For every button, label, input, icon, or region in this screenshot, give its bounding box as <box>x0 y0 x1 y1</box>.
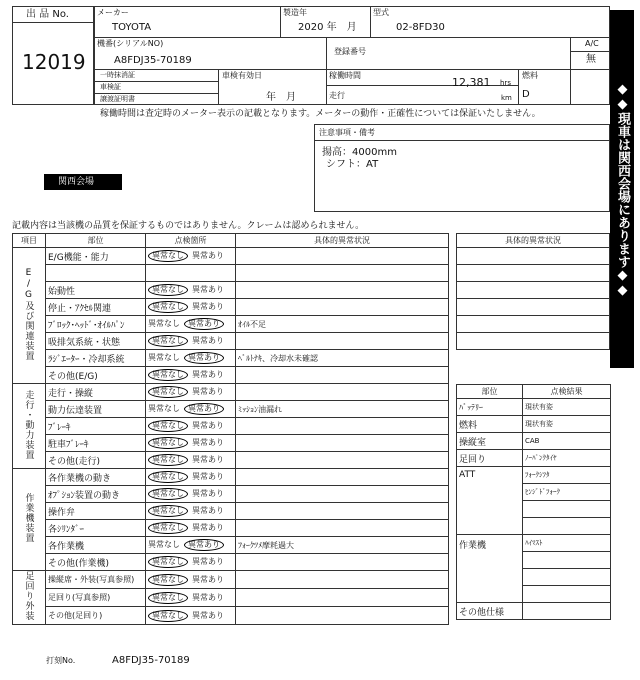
result-result-header: 点検結果 <box>523 385 611 399</box>
row-check <box>146 452 236 469</box>
row-detail <box>236 520 449 537</box>
row-detail <box>236 486 449 503</box>
right-detail-row <box>457 282 610 299</box>
work-label: 作業機 <box>457 535 523 603</box>
ok-option: 異常なし <box>148 319 180 328</box>
hours-notice: 稼働時間は査定時のメーター表示の記載となります。メーターの動作・正確性については保証いたしません。 <box>100 109 541 119</box>
row-part: 操縦席・外装(写真参照) <box>46 571 146 589</box>
model-label: 型式 <box>373 8 389 17</box>
row-check <box>146 282 236 299</box>
row-detail: ﾍﾞﾙﾄﾅｷ、冷却水未確認 <box>236 350 449 367</box>
group-label-text: 作業機装置 <box>23 493 34 543</box>
cert2-label: 車検証 <box>100 83 121 91</box>
maker-label: メーカー <box>97 8 129 17</box>
row-part: 始動性 <box>46 282 146 299</box>
fuel-value: D <box>522 89 530 100</box>
work-value: ﾊｲﾏｽﾄ <box>523 535 611 552</box>
ok-option: 異常なし <box>148 353 180 362</box>
att-value-2: ﾋﾝｼﾞﾄﾞﾌｫｰｸ <box>523 484 611 501</box>
right-detail-row <box>457 333 610 350</box>
row-detail <box>236 384 449 401</box>
result-part-header: 部位 <box>457 385 523 399</box>
lot-label-divider <box>12 22 94 23</box>
ng-option: 異常あり <box>192 592 224 602</box>
row-detail <box>236 418 449 435</box>
row-detail <box>236 367 449 384</box>
other-label: その他仕様 <box>457 603 523 620</box>
att-value-empty <box>523 518 611 535</box>
table-row <box>13 401 449 418</box>
ok-option: 異常なし <box>148 488 188 500</box>
ng-option: 異常あり <box>192 523 224 532</box>
row-check <box>146 435 236 452</box>
ng-option: 異常あり <box>192 489 224 498</box>
ng-option: 異常あり <box>192 302 224 311</box>
table-row <box>13 350 449 367</box>
row-part: 各作業機 <box>46 537 146 554</box>
notes-line1: 揚高：4000mm <box>322 147 397 158</box>
row-part: 足回り(写真参照) <box>46 589 146 607</box>
ng-option: 異常あり <box>184 539 224 551</box>
row-check <box>146 316 236 333</box>
hdr-item: 項目 <box>13 234 46 248</box>
att-label: ATT <box>457 467 523 535</box>
row-detail <box>236 248 449 265</box>
hdr-divider <box>94 37 610 38</box>
battery-value: 現状有姿 <box>523 399 611 416</box>
right-detail-row <box>457 248 610 265</box>
ok-option: 異常なし <box>148 505 188 517</box>
row-detail <box>236 435 449 452</box>
row-part: 吸排気系統・状態 <box>46 333 146 350</box>
table-row <box>13 554 449 571</box>
ok-option: 異常なし <box>148 386 188 398</box>
table-row <box>13 435 449 452</box>
ng-option: 異常あり <box>192 251 224 260</box>
ok-option: 異常なし <box>148 404 180 413</box>
group-label <box>13 469 46 571</box>
ok-option: 異常なし <box>148 369 188 381</box>
fuel-value-r: 現状有姿 <box>523 416 611 433</box>
table-row <box>13 384 449 401</box>
lot-label: 出 品 No. <box>26 9 69 20</box>
row-part: 駐車ﾌﾞﾚｰｷ <box>46 435 146 452</box>
foot-label-r: 足回り <box>457 450 523 467</box>
row-check <box>146 589 236 607</box>
serial-label: 機番(シリアルNO) <box>97 39 164 48</box>
work-value-empty <box>523 586 611 603</box>
ok-option: 異常なし <box>148 540 180 549</box>
group-label-text: 足回り外装 <box>23 571 34 621</box>
row-check <box>146 469 236 486</box>
ok-option: 異常なし <box>148 574 188 586</box>
hdr-divider <box>94 81 218 82</box>
att-value-empty <box>523 501 611 518</box>
row-part: ﾗｼﾞｴｰﾀｰ・冷却系統 <box>46 350 146 367</box>
side-banner-text: ◆◆現車は関西会場にあります◆◆ <box>615 82 630 298</box>
hdr-vdivider <box>280 6 281 37</box>
ok-option: 異常なし <box>148 610 188 622</box>
row-check <box>146 520 236 537</box>
work-value-empty <box>523 569 611 586</box>
hdr-vdivider <box>518 69 519 105</box>
foot-value-r: ﾉｰﾊﾟﾝｸﾀｲﾔ <box>523 450 611 467</box>
stamp-label: 打刻No. <box>46 656 76 665</box>
ok-option: 異常なし <box>148 335 188 347</box>
row-check <box>146 333 236 350</box>
cab-label: 操縦室 <box>457 433 523 450</box>
ng-option: 異常あり <box>192 370 224 379</box>
table-row <box>13 469 449 486</box>
row-part: その他(作業機) <box>46 554 146 571</box>
result-table <box>456 384 611 620</box>
ok-option: 異常なし <box>148 437 188 449</box>
table-row <box>13 452 449 469</box>
row-check <box>146 554 236 571</box>
group-label-text: 走行・動力装置 <box>23 389 34 460</box>
row-part: その他(足回り) <box>46 607 146 625</box>
fuel-label: 燃料 <box>522 71 538 80</box>
cab-value: CAB <box>523 433 611 450</box>
row-part: ｵﾌﾟｼｮﾝ装置の動き <box>46 486 146 503</box>
table-row <box>13 571 449 589</box>
notes-divider <box>314 140 610 141</box>
notes-line2: シフト：AT <box>326 159 379 170</box>
ok-option: 異常なし <box>148 556 188 568</box>
group-label-text: E/G及び関連装置 <box>23 267 34 361</box>
ok-option: 異常なし <box>148 592 188 604</box>
run-label: 走行 <box>329 91 345 100</box>
ng-option: 異常あり <box>192 438 224 447</box>
check-table <box>12 233 449 625</box>
ng-option: 異常あり <box>192 610 224 620</box>
right-detail-row <box>457 265 610 282</box>
row-detail <box>236 554 449 571</box>
disclaimer: 記載内容は当該機の品質を保証するものではありません。クレームは認められません。 <box>12 221 365 231</box>
table-row <box>13 367 449 384</box>
right-detail-row <box>457 299 610 316</box>
work-value-empty <box>523 552 611 569</box>
maker-value: TOYOTA <box>112 22 152 33</box>
row-detail: ﾐｯｼｮﾝ油漏れ <box>236 401 449 418</box>
table-row <box>13 333 449 350</box>
row-part: ﾌﾞﾚｰｷ <box>46 418 146 435</box>
table-row <box>13 503 449 520</box>
row-detail: ｵｲﾙ不足 <box>236 316 449 333</box>
row-part: 動力伝達装置 <box>46 401 146 418</box>
row-check <box>146 299 236 316</box>
table-row <box>13 537 449 554</box>
table-row <box>13 248 449 265</box>
hours-value: 12,381 <box>452 76 491 89</box>
table-row <box>13 282 449 299</box>
stamp-value: A8FDJ35-70189 <box>112 655 190 666</box>
row-check <box>146 265 236 282</box>
row-part: その他(E/G) <box>46 367 146 384</box>
row-check <box>146 384 236 401</box>
row-check <box>146 571 236 589</box>
hdr-part: 部位 <box>46 234 146 248</box>
group-label <box>13 248 46 384</box>
hdr-divider <box>94 93 218 94</box>
row-part: その他(走行) <box>46 452 146 469</box>
hdr-divider <box>570 51 610 52</box>
ng-option: 異常あり <box>192 506 224 515</box>
hdr-vdivider <box>326 37 327 69</box>
venue-label: 関西会場 <box>58 177 95 187</box>
ng-option: 異常あり <box>192 421 224 430</box>
row-check <box>146 248 236 265</box>
row-check <box>146 367 236 384</box>
row-detail <box>236 607 449 625</box>
row-detail <box>236 469 449 486</box>
hdr-check: 点検箇所 <box>146 234 236 248</box>
run-unit: km <box>501 94 512 102</box>
row-check <box>146 418 236 435</box>
table-row <box>13 486 449 503</box>
table-row <box>13 418 449 435</box>
row-check <box>146 486 236 503</box>
ok-option: 異常なし <box>148 420 188 432</box>
ng-option: 異常あり <box>192 472 224 481</box>
table-row <box>13 589 449 607</box>
right-detail-header: 具体的異常状況 <box>457 234 610 248</box>
hours-unit: hrs <box>500 79 511 87</box>
row-detail: ﾌｫｰｸﾂﾒ摩耗過大 <box>236 537 449 554</box>
table-row <box>13 299 449 316</box>
ac-label: A/C <box>585 39 599 48</box>
row-part: 各作業機の動き <box>46 469 146 486</box>
row-detail <box>236 265 449 282</box>
ok-option: 異常なし <box>148 471 188 483</box>
table-row <box>13 265 449 282</box>
hdr-detail: 具体的異常状況 <box>236 234 449 248</box>
year-value: 2020 年 月 <box>298 22 357 33</box>
lot-number: 12019 <box>22 50 86 74</box>
cert1-label: 一時抹消証 <box>100 71 135 79</box>
ng-option: 異常あり <box>192 336 224 345</box>
right-detail-row <box>457 316 610 333</box>
row-detail <box>236 333 449 350</box>
ok-option: 異常なし <box>148 250 188 262</box>
row-check <box>146 537 236 554</box>
row-detail <box>236 282 449 299</box>
table-row <box>13 520 449 537</box>
row-part <box>46 265 146 282</box>
model-value: 02-8FD30 <box>396 22 445 33</box>
inspect-value: 年 月 <box>266 92 296 103</box>
cert3-label: 譲渡証明書 <box>100 95 135 103</box>
check-table-header <box>13 234 449 248</box>
row-check <box>146 401 236 418</box>
ok-option: 異常なし <box>148 522 188 534</box>
row-detail <box>236 589 449 607</box>
ok-option: 異常なし <box>148 284 188 296</box>
group-label <box>13 571 46 625</box>
hdr-divider <box>94 69 610 70</box>
row-detail <box>236 571 449 589</box>
inspect-label: 車検有効日 <box>222 71 262 80</box>
row-part: 停止・ｱｸｾﾙ関連 <box>46 299 146 316</box>
fuel-label-r: 燃料 <box>457 416 523 433</box>
att-value-1: ﾌｫｰｸｼﾌﾀ <box>523 467 611 484</box>
ng-option: 異常あり <box>192 557 224 566</box>
battery-label: ﾊﾞｯﾃﾘｰ <box>457 399 523 416</box>
year-label: 製造年 <box>283 8 307 17</box>
row-part: 走行・操縦 <box>46 384 146 401</box>
notes-label: 注意事項・備考 <box>319 128 375 137</box>
ng-option: 異常あり <box>184 403 224 415</box>
ng-option: 異常あり <box>184 352 224 364</box>
group-label <box>13 384 46 469</box>
other-value <box>523 603 611 620</box>
ng-option: 異常あり <box>184 318 224 330</box>
row-detail <box>236 452 449 469</box>
hdr-vdivider <box>570 37 571 105</box>
ng-option: 異常あり <box>192 455 224 464</box>
ok-option: 異常なし <box>148 301 188 313</box>
ng-option: 異常あり <box>192 387 224 396</box>
hdr-vdivider <box>218 69 219 105</box>
row-check <box>146 350 236 367</box>
row-check <box>146 607 236 625</box>
row-part: ﾌﾞﾛｯｸ･ﾍｯﾄﾞ･ｵｲﾙﾊﾟﾝ <box>46 316 146 333</box>
ng-option: 異常あり <box>192 574 224 584</box>
row-part: E/G機能・能力 <box>46 248 146 265</box>
right-detail-table <box>456 233 610 350</box>
ng-option: 異常あり <box>192 285 224 294</box>
serial-value: A8FDJ35-70189 <box>114 55 192 66</box>
row-detail <box>236 503 449 520</box>
hdr-vdivider <box>370 6 371 37</box>
hdr-vdivider <box>326 69 327 105</box>
row-check <box>146 503 236 520</box>
table-row <box>13 316 449 333</box>
row-part: 各ｼﾘﾝﾀﾞｰ <box>46 520 146 537</box>
table-row <box>13 607 449 625</box>
row-part: 操作弁 <box>46 503 146 520</box>
ok-option: 異常なし <box>148 454 188 466</box>
hours-label: 稼働時間 <box>329 71 361 80</box>
ac-value: 無 <box>586 54 596 65</box>
reg-label: 登録番号 <box>334 47 366 56</box>
row-detail <box>236 299 449 316</box>
